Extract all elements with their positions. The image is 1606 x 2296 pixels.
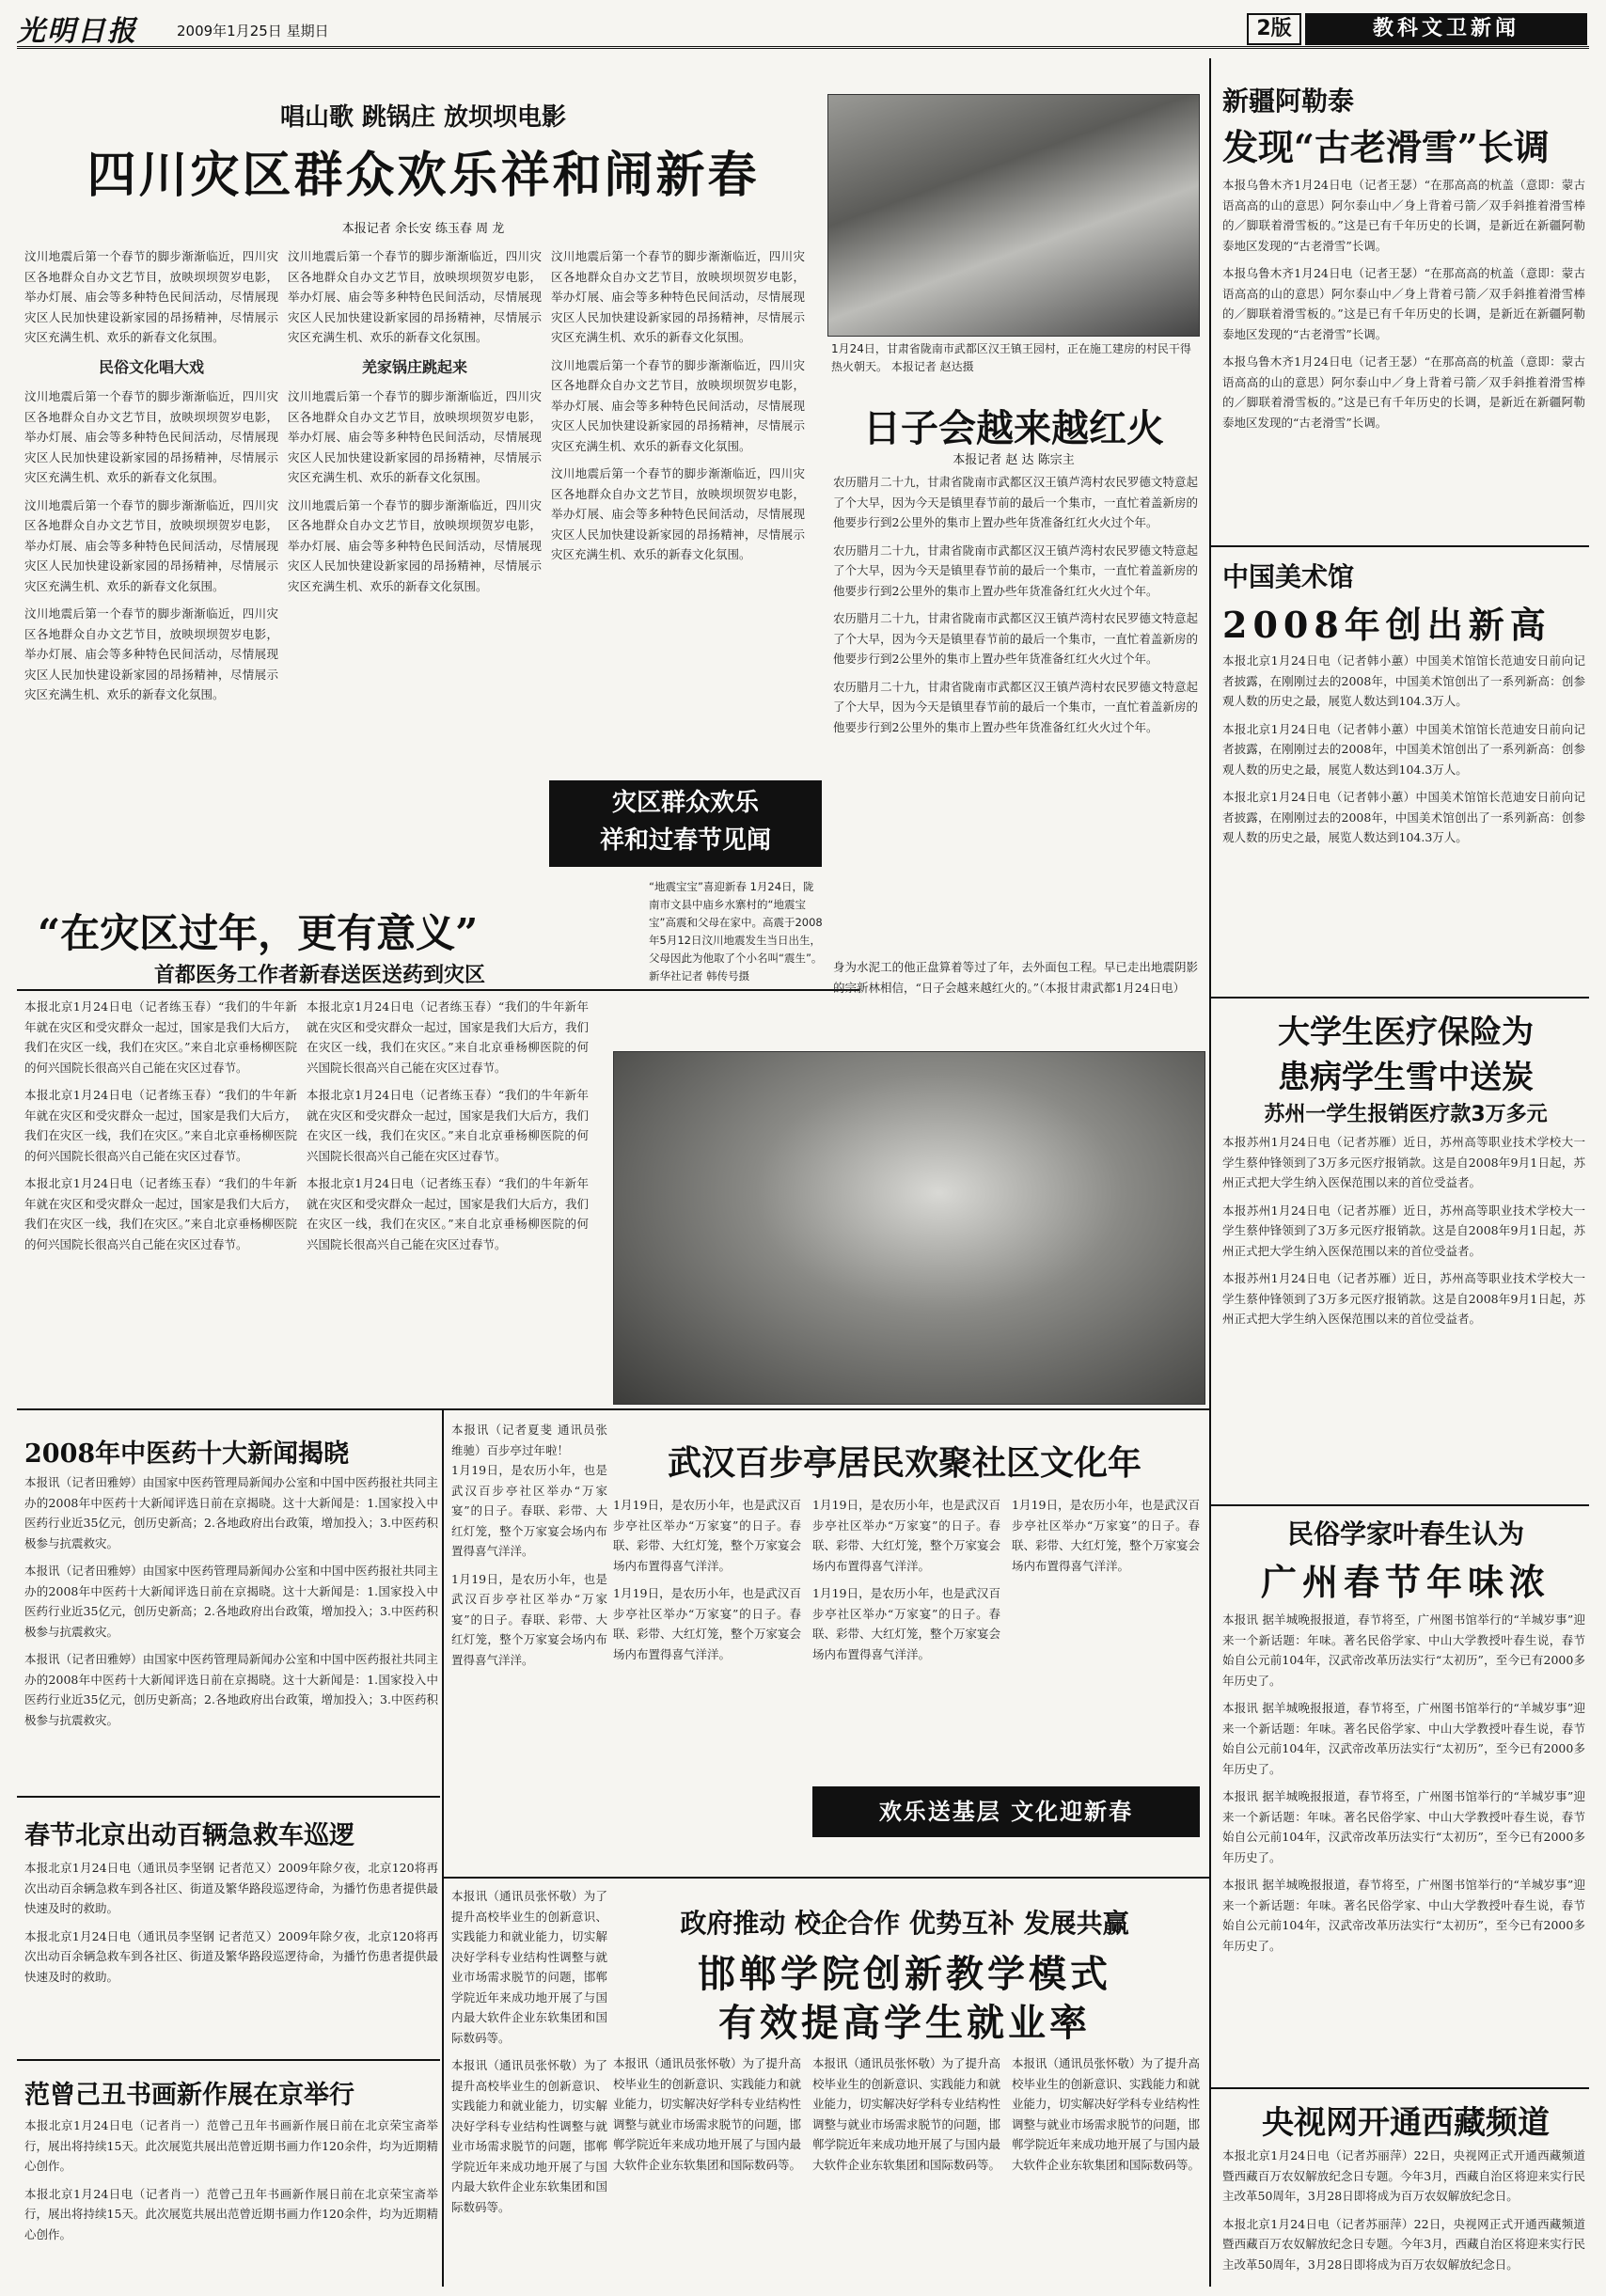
handan-headline-1: 邯郸学院创新教学模式 [698, 1952, 1111, 1996]
handan-text-5: 本报讯（通讯员张怀敬）为了提升高校毕业生的创新意识、实践能力和就业能力，切实解决好学科专业结构性调整与就业市场需求脱节的问题，邯郸学院近年来成功地开展了与国内最大软件企业东软集团和国际数码等。 [1012, 2056, 1200, 2172]
column-divider-right [1209, 58, 1211, 2287]
section-divider [17, 1408, 1209, 1410]
right-story-1-text: 本报乌鲁木齐1月24日电（记者王瑟）“在那高高的杭盖（意即：蒙古语高高的山的意思）阿尔泰山中／身上背着弓箭／双手斜推着滑雪棒的／脚联着滑雪板的。”这是已有千年历史的长调，是新近在新疆阿勒泰地区发现的“古老滑雪”长调。 [1222, 178, 1585, 253]
right-story-4-body [1222, 1610, 1585, 2080]
lead-body-text-8: 汶川地震后第一个春节的脚步渐渐临近，四川灾区各地群众自办文艺节目，放映坝坝贺岁电影，举办灯展、庙会等多种特色民间活动，尽情展现灾区人民加快建设新家园的昂扬精神，尽情展示灾区充满生机、欢乐的新春文化氛围。 [551, 249, 805, 344]
newspaper-logo: 光明日报 [17, 15, 137, 48]
left-story-b-headline: 春节北京出动百辆急救车巡逻 [24, 1821, 354, 1850]
right-story-2-text: 本报北京1月24日电（记者韩小蕙）中国美术馆馆长范迪安日前向记者披露，在刚刚过去的2008年，中国美术馆创出了一系列新高：创参观人数的历史之最，展览人数达到104.3万人。 [1222, 653, 1585, 708]
handan-text-4: 本报讯（通讯员张怀敬）为了提升高校毕业生的创新意识、实践能力和就业能力，切实解决好学科专业结构性调整与就业市场需求脱节的问题，邯郸学院近年来成功地开展了与国内最大软件企业东软集团和国际数码等。 [812, 2056, 1000, 2172]
story-3-col-1 [24, 997, 297, 1401]
right-story-5-text: 本报北京1月24日电（记者苏丽萍）22日，央视网正式开通西藏频道暨西藏百万农奴解放纪念日专题。今年3月，西藏自治区将迎来实行民主改革50周年，3月28日即将成为百万农奴解放纪念日。 [1222, 2148, 1585, 2203]
left-story-a-text: 本报讯（记者田雅婷）由国家中医药管理局新闻办公室和中国中医药报社共同主办的2008年中医药十大新闻评选日前在京揭晓。这十大新闻是：1.国家投入中医药行业近35亿元，创历史新高；2.各地政府出台政策，增加投入；3.中医药积极参与抗震救灾。 [24, 1475, 438, 1550]
column-divider-left [442, 1410, 444, 2287]
divider-right-4 [1211, 2087, 1589, 2089]
lead-body-text-3: 汶川地震后第一个春节的脚步渐渐临近，四川灾区各地群众自办文艺节目，放映坝坝贺岁电影，举办灯展、庙会等多种特色民间活动，尽情展现灾区人民加快建设新家园的昂扬精神，尽情展示灾区充满生机、欢乐的新春文化氛围。 [24, 497, 278, 593]
right-story-4-text-4: 本报讯 据羊城晚报报道，春节将至，广州图书馆举行的“羊城岁事”迎来一个新话题：年味。著名民俗学家、中山大学教授叶春生说，春节始自公元前104年，汉武帝改革历法实行“太初历”，至今已有2000多年历史了。 [1222, 1878, 1585, 1953]
story-2-headline: 日子会越来越红火 [863, 406, 1164, 450]
photo-village-construction [827, 94, 1200, 337]
right-story-1-headline: 发现“古老滑雪”长调 [1222, 126, 1550, 168]
right-story-1-text-2: 本报乌鲁木齐1月24日电（记者王瑟）“在那高高的杭盖（意即：蒙古语高高的山的意思）阿尔泰山中／身上背着弓箭／双手斜推着滑雪棒的／脚联着滑雪板的。”这是已有千年历史的长调，是新近在新疆阿勒泰地区发现的“古老滑雪”长调。 [1222, 266, 1585, 341]
story-3-text-4: 本报北京1月24日电（记者练玉春）“我们的牛年新年就在灾区和受灾群众一起过，国家是我们大后方，我们在灾区一线，我们在灾区。”来自北京垂杨柳医院的何兴国院长很高兴自己能在灾区过春节。 [307, 999, 589, 1075]
right-story-5-headline: 央视网开通西藏频道 [1262, 2104, 1550, 2142]
right-story-4-kicker: 民俗学家叶春生认为 [1286, 1518, 1524, 1549]
right-story-4-text-2: 本报讯 据羊城晚报报道，春节将至，广州图书馆举行的“羊城岁事”迎来一个新话题：年味。著名民俗学家、中山大学教授叶春生说，春节始自公元前104年，汉武帝改革历法实行“太初历”，至今已有2000多年历史了。 [1222, 1701, 1585, 1776]
right-story-2-text-3: 本报北京1月24日电（记者韩小蕙）中国美术馆馆长范迪安日前向记者披露，在刚刚过去的2008年，中国美术馆创出了一系列新高：创参观人数的历史之最，展览人数达到104.3万人。 [1222, 790, 1585, 844]
lead-headline: 四川灾区群众欢乐祥和闹新春 [87, 147, 760, 204]
lead-subhead-2: 羌家锅庄跳起来 [361, 357, 467, 376]
lead-body-text-10: 汶川地震后第一个春节的脚步渐渐临近，四川灾区各地群众自办文艺节目，放映坝坝贺岁电影，举办灯展、庙会等多种特色民间活动，尽情展现灾区人民加快建设新家园的昂扬精神，尽情展示灾区充满生机、欢乐的新春文化氛围。 [551, 466, 805, 561]
series-banner [549, 780, 822, 867]
story-3-text-2: 本报北京1月24日电（记者练玉春）“我们的牛年新年就在灾区和受灾群众一起过，国家是我们大后方，我们在灾区一线，我们在灾区。”来自北京垂杨柳医院的何兴国院长很高兴自己能在灾区过春节。 [24, 1088, 297, 1163]
divider-right-3 [1211, 1504, 1589, 1506]
left-story-b-text: 本报北京1月24日电（通讯员李坚钢 记者范又）2009年除夕夜，北京120将再次出动百余辆急救车到各社区、街道及繁华路段巡逻待命，为播竹伤患者提供最快速及时的救助。 [24, 1861, 438, 1915]
handan-text-2: 本报讯（通讯员张怀敬）为了提升高校毕业生的创新意识、实践能力和就业能力，切实解决好学科专业结构性调整与就业市场需求脱节的问题，邯郸学院近年来成功地开展了与国内最大软件企业东软集团和国际数码等。 [451, 2058, 607, 2214]
story-2-byline: 本报记者 赵 达 陈宗主 [953, 453, 1075, 467]
handan-text-3: 本报讯（通讯员张怀敬）为了提升高校毕业生的创新意识、实践能力和就业能力，切实解决好学科专业结构性调整与就业市场需求脱节的问题，邯郸学院近年来成功地开展了与国内最大软件企业东软集团和国际数码等。 [613, 2056, 801, 2172]
right-story-2-headline: 2008年创出新高 [1222, 604, 1551, 646]
section-name: 教科文卫新闻 [1305, 13, 1587, 45]
masthead [17, 8, 1589, 49]
left-story-c-text-2: 本报北京1月24日电（记者肖一）范曾己丑年书画新作展日前在北京荣宝斋举行，展出将持续15天。此次展览共展出范曾近期书画力作120余件，均为近期精心创作。 [24, 2186, 438, 2241]
wuhan-headline: 武汉百步亭居民欢聚社区文化年 [667, 1443, 1142, 1483]
divider-left-a [17, 1796, 440, 1798]
divider-wuhan [442, 1877, 1209, 1879]
right-story-5-text-2: 本报北京1月24日电（记者苏丽萍）22日，央视网正式开通西藏频道暨西藏百万农奴解放纪念日专题。今年3月，西藏自治区将迎来实行民主改革50周年，3月28日即将成为百万农奴解放纪念日。 [1222, 2216, 1585, 2272]
lead-body-text-2: 汶川地震后第一个春节的脚步渐渐临近，四川灾区各地群众自办文艺节目，放映坝坝贺岁电影，举办灯展、庙会等多种特色民间活动，尽情展现灾区人民加快建设新家园的昂扬精神，尽情展示灾区充满生机、欢乐的新春文化氛围。 [24, 389, 278, 484]
right-story-4-text-3: 本报讯 据羊城晚报报道，春节将至，广州图书馆举行的“羊城岁事”迎来一个新话题：年味。著名民俗学家、中山大学教授叶春生说，春节始自公元前104年，汉武帝改革历法实行“太初历”，至今已有2000多年历史了。 [1222, 1789, 1585, 1864]
wuhan-byline: 本报讯（记者夏斐 通讯员张维驰）百步亭过年啦！ [451, 1423, 607, 1457]
right-story-1-body [1222, 175, 1585, 504]
photo-caption-2: “地震宝宝”喜迎新春 1月24日，陇南市文县中庙乡水寨村的“地震宝宝”高震和父母在家中。高震于2008年5月12日汶川地震发生当日出生，父母因此为他取了个小名叫“震生”。 新华社记者 韩传号摄 [649, 880, 823, 983]
right-story-1-text-3: 本报乌鲁木齐1月24日电（记者王瑟）“在那高高的杭盖（意即：蒙古语高高的山的意思）阿尔泰山中／身上背着弓箭／双手斜推着滑雪棒的／脚联着滑雪板的。”这是已有千年历史的长调，是新近在新疆阿勒泰地区发现的“古老滑雪”长调。 [1222, 354, 1585, 430]
story-3-text: 本报北京1月24日电（记者练玉春）“我们的牛年新年就在灾区和受灾群众一起过，国家是我们大后方，我们在灾区一线，我们在灾区。”来自北京垂杨柳医院的何兴国院长很高兴自己能在灾区过春节。 [24, 999, 297, 1075]
story-2-body [833, 472, 1198, 961]
wuhan-text-5: 1月19日，是农历小年，也是武汉百步亭社区举办“万家宴”的日子。春联、彩带、大红灯笼，整个万家宴会场内布置得喜气洋洋。 [812, 1498, 1000, 1573]
lead-body-text: 汶川地震后第一个春节的脚步渐渐临近，四川灾区各地群众自办文艺节目，放映坝坝贺岁电影，举办灯展、庙会等多种特色民间活动，尽情展现灾区人民加快建设新家园的昂扬精神，尽情展示灾区充满生机、欢乐的新春文化氛围。 [24, 249, 278, 344]
wuhan-text: 1月19日，是农历小年，也是武汉百步亭社区举办“万家宴”的日子。春联、彩带、大红灯笼，整个万家宴会场内布置得喜气洋洋。 [451, 1463, 607, 1558]
right-story-3-sub: 苏州一学生报销医疗款3万多元 [1264, 1103, 1548, 1126]
photo-caption-1: 1月24日，甘肃省陇南市武都区汉王镇王园村，正在施工建房的村民干得热火朝天。 本报记者 赵达摄 [831, 342, 1191, 373]
lead-body-col-2 [288, 246, 542, 942]
lead-body-text-7: 汶川地震后第一个春节的脚步渐渐临近，四川灾区各地群众自办文艺节目，放映坝坝贺岁电影，举办灯展、庙会等多种特色民间活动，尽情展现灾区人民加快建设新家园的昂扬精神，尽情展示灾区充满生机、欢乐的新春文化氛围。 [288, 497, 542, 593]
left-story-b-body [24, 1858, 438, 2055]
lead-kicker: 唱山歌 跳锅庄 放坝坝电影 [279, 103, 567, 132]
story-2-text: 农历腊月二十九，甘肃省陇南市武都区汉王镇芦湾村农民罗德文特意起了个大早，因为今天是镇里春节前的最后一个集市，一直忙着盖新房的他要步行到2公里外的集市上置办些年货准备红红火火过个年。 [833, 475, 1198, 529]
right-story-3-body [1222, 1132, 1585, 1499]
lead-subhead-1: 民俗文化唱大戏 [98, 357, 204, 376]
left-story-a-headline: 2008年中医药十大新闻揭晓 [24, 1439, 350, 1469]
story-2-text-4: 农历腊月二十九，甘肃省陇南市武都区汉王镇芦湾村农民罗德文特意起了个大早，因为今天是镇里春节前的最后一个集市，一直忙着盖新房的他要步行到2公里外的集市上置办些年货准备红红火火过个年。 [833, 679, 1198, 734]
right-story-3-text-2: 本报苏州1月24日电（记者苏雁）近日，苏州高等职业技术学校大一学生蔡仲锋领到了3万多元医疗报销款。这是自2008年9月1日起，苏州正式把大学生纳入医保范围以来的首位受益者。 [1222, 1203, 1585, 1258]
handan-col-3 [812, 2053, 1000, 2287]
wuhan-banner: 欢乐送基层 文化迎新春 [812, 1786, 1200, 1837]
photo-earthquake-baby [613, 1051, 1205, 1405]
left-story-c-body [24, 2115, 438, 2287]
page-number: 2版 [1247, 13, 1301, 45]
handan-kicker: 政府推动 校企合作 优势互补 发展共赢 [680, 1908, 1129, 1939]
wuhan-text-7: 1月19日，是农历小年，也是武汉百步亭社区举办“万家宴”的日子。春联、彩带、大红灯笼，整个万家宴会场内布置得喜气洋洋。 [1012, 1498, 1200, 1573]
wuhan-col-2 [613, 1495, 801, 1871]
story-2-text-2: 农历腊月二十九，甘肃省陇南市武都区汉王镇芦湾村农民罗德文特意起了个大早，因为今天是镇里春节前的最后一个集市，一直忙着盖新房的他要步行到2公里外的集市上置办些年货准备红红火火过个年。 [833, 543, 1198, 598]
handan-text: 本报讯（通讯员张怀敬）为了提升高校毕业生的创新意识、实践能力和就业能力，切实解决好学科专业结构性调整与就业市场需求脱节的问题，邯郸学院近年来成功地开展了与国内最大软件企业东软集团和国际数码等。 [451, 1889, 607, 2045]
wuhan-text-3: 1月19日，是农历小年，也是武汉百步亭社区举办“万家宴”的日子。春联、彩带、大红灯笼，整个万家宴会场内布置得喜气洋洋。 [613, 1498, 801, 1573]
left-story-c-text: 本报北京1月24日电（记者肖一）范曾己丑年书画新作展日前在北京荣宝斋举行，展出将持续15天。此次展览共展出范曾近期书画力作120余件，均为近期精心创作。 [24, 2118, 438, 2173]
banner-line-2: 祥和过春节见闻 [599, 826, 771, 855]
right-story-2-body [1222, 651, 1585, 989]
right-story-3-text: 本报苏州1月24日电（记者苏雁）近日，苏州高等职业技术学校大一学生蔡仲锋领到了3万多元医疗报销款。这是自2008年9月1日起，苏州正式把大学生纳入医保范围以来的首位受益者。 [1222, 1135, 1585, 1189]
handan-headline-2: 有效提高学生就业率 [718, 2001, 1091, 2045]
right-story-5-body [1222, 2146, 1585, 2287]
wuhan-text-6: 1月19日，是农历小年，也是武汉百步亭社区举办“万家宴”的日子。春联、彩带、大红灯笼，整个万家宴会场内布置得喜气洋洋。 [812, 1586, 1000, 1661]
divider-left-b [17, 2059, 440, 2061]
divider-right-1 [1211, 545, 1589, 547]
lead-body-text-6: 汶川地震后第一个春节的脚步渐渐临近，四川灾区各地群众自办文艺节目，放映坝坝贺岁电影，举办灯展、庙会等多种特色民间活动，尽情展现灾区人民加快建设新家园的昂扬精神，尽情展示灾区充满生机、欢乐的新春文化氛围。 [288, 389, 542, 484]
right-story-1-kicker: 新疆阿勒泰 [1222, 86, 1355, 117]
left-story-a-text-3: 本报讯（记者田雅婷）由国家中医药管理局新闻办公室和中国中医药报社共同主办的2008年中医药十大新闻评选日前在京揭晓。这十大新闻是：1.国家投入中医药行业近35亿元，创历史新高；2.各地政府出台政策，增加投入；3.中医药积极参与抗震救灾。 [24, 1652, 438, 1727]
lead-body-text-4: 汶川地震后第一个春节的脚步渐渐临近，四川灾区各地群众自办文艺节目，放映坝坝贺岁电影，举办灯展、庙会等多种特色民间活动，尽情展现灾区人民加快建设新家园的昂扬精神，尽情展示灾区充满生机、欢乐的新春文化氛围。 [24, 606, 278, 701]
lead-body-text-9: 汶川地震后第一个春节的脚步渐渐临近，四川灾区各地群众自办文艺节目，放映坝坝贺岁电影，举办灯展、庙会等多种特色民间活动，尽情展现灾区人民加快建设新家园的昂扬精神，尽情展示灾区充满生机、欢乐的新春文化氛围。 [551, 357, 805, 453]
right-story-4-headline: 广州春节年味浓 [1260, 1561, 1551, 1603]
right-story-3-text-3: 本报苏州1月24日电（记者苏雁）近日，苏州高等职业技术学校大一学生蔡仲锋领到了3万多元医疗报销款。这是自2008年9月1日起，苏州正式把大学生纳入医保范围以来的首位受益者。 [1222, 1271, 1585, 1326]
wuhan-text-2: 1月19日，是农历小年，也是武汉百步亭社区举办“万家宴”的日子。春联、彩带、大红灯笼，整个万家宴会场内布置得喜气洋洋。 [451, 1571, 607, 1667]
banner-line-1: 灾区群众欢乐 [611, 789, 759, 817]
right-story-2-kicker: 中国美术馆 [1222, 561, 1355, 592]
story-2-text-3: 农历腊月二十九，甘肃省陇南市武都区汉王镇芦湾村农民罗德文特意起了个大早，因为今天是镇里春节前的最后一个集市，一直忙着盖新房的他要步行到2公里外的集市上置办些年货准备红红火火过个年。 [833, 611, 1198, 666]
story-3-subheadline: 首都医务工作者新春送医送药到灾区 [153, 964, 485, 987]
story-3-text-6: 本报北京1月24日电（记者练玉春）“我们的牛年新年就在灾区和受灾群众一起过，国家是我们大后方，我们在灾区一线，我们在灾区。”来自北京垂杨柳医院的何兴国院长很高兴自己能在灾区过春节。 [307, 1176, 589, 1251]
wuhan-text-4: 1月19日，是农历小年，也是武汉百步亭社区举办“万家宴”的日子。春联、彩带、大红灯笼，整个万家宴会场内布置得喜气洋洋。 [613, 1586, 801, 1661]
left-story-a-text-2: 本报讯（记者田雅婷）由国家中医药管理局新闻办公室和中国中医药报社共同主办的2008年中医药十大新闻评选日前在京揭晓。这十大新闻是：1.国家投入中医药行业近35亿元，创历史新高；2.各地政府出台政策，增加投入；3.中医药积极参与抗震救灾。 [24, 1564, 438, 1639]
lead-body-col-1 [24, 246, 278, 942]
lead-body-text-5: 汶川地震后第一个春节的脚步渐渐临近，四川灾区各地群众自办文艺节目，放映坝坝贺岁电影，举办灯展、庙会等多种特色民间活动，尽情展现灾区人民加快建设新家园的昂扬精神，尽情展示灾区充满生机、欢乐的新春文化氛围。 [288, 249, 542, 344]
right-story-4-text: 本报讯 据羊城晚报报道，春节将至，广州图书馆举行的“羊城岁事”迎来一个新话题：年味。著名民俗学家、中山大学教授叶春生说，春节始自公元前104年，汉武帝改革历法实行“太初历”，至今已有2000多年历史了。 [1222, 1612, 1585, 1688]
handan-col-1 [451, 1886, 607, 2287]
lead-body-col-3 [551, 246, 805, 773]
issue-date: 2009年1月25日 星期日 [177, 23, 329, 39]
left-story-c-headline: 范曾己丑书画新作展在京举行 [24, 2081, 354, 2110]
right-story-2-text-2: 本报北京1月24日电（记者韩小蕙）中国美术馆馆长范迪安日前向记者披露，在刚刚过去的2008年，中国美术馆创出了一系列新高：创参观人数的历史之最，展览人数达到104.3万人。 [1222, 721, 1585, 777]
divider-right-2 [1211, 997, 1589, 999]
story-3-col-2 [307, 997, 589, 1401]
wuhan-col-1 [451, 1420, 607, 1871]
handan-col-2 [613, 2053, 801, 2287]
left-story-b-text-2: 本报北京1月24日电（通讯员李坚钢 记者范又）2009年除夕夜，北京120将再次出动百余辆急救车到各社区、街道及繁华路段巡逻待命，为播竹伤患者提供最快速及时的救助。 [24, 1928, 438, 1984]
left-story-a-body [24, 1472, 438, 1792]
lead-byline: 本报记者 余长安 练玉春 周 龙 [341, 222, 505, 236]
story-3-text-3: 本报北京1月24日电（记者练玉春）“我们的牛年新年就在灾区和受灾群众一起过，国家是我们大后方，我们在灾区一线，我们在灾区。”来自北京垂杨柳医院的何兴国院长很高兴自己能在灾区过春节。 [24, 1176, 297, 1251]
story-3-headline: “在灾区过年，更有意义” [38, 910, 479, 956]
right-story-3-headline-2: 患病学生雪中送炭 [1278, 1059, 1534, 1096]
handan-col-4 [1012, 2053, 1200, 2287]
wuhan-col-4 [1012, 1495, 1200, 1777]
right-story-3-headline-1: 大学生医疗保险为 [1278, 1014, 1534, 1051]
story-3-text-5: 本报北京1月24日电（记者练玉春）“我们的牛年新年就在灾区和受灾群众一起过，国家是我们大后方，我们在灾区一线，我们在灾区。”来自北京垂杨柳医院的何兴国院长很高兴自己能在灾区过春节。 [307, 1088, 589, 1163]
story-2-end: 身为水泥工的他正盘算着等过了年，去外面包工程。早已走出地震阴影的宗新林相信，“日子会越来越红火的。”（本报甘肃武都1月24日电） [833, 960, 1198, 995]
